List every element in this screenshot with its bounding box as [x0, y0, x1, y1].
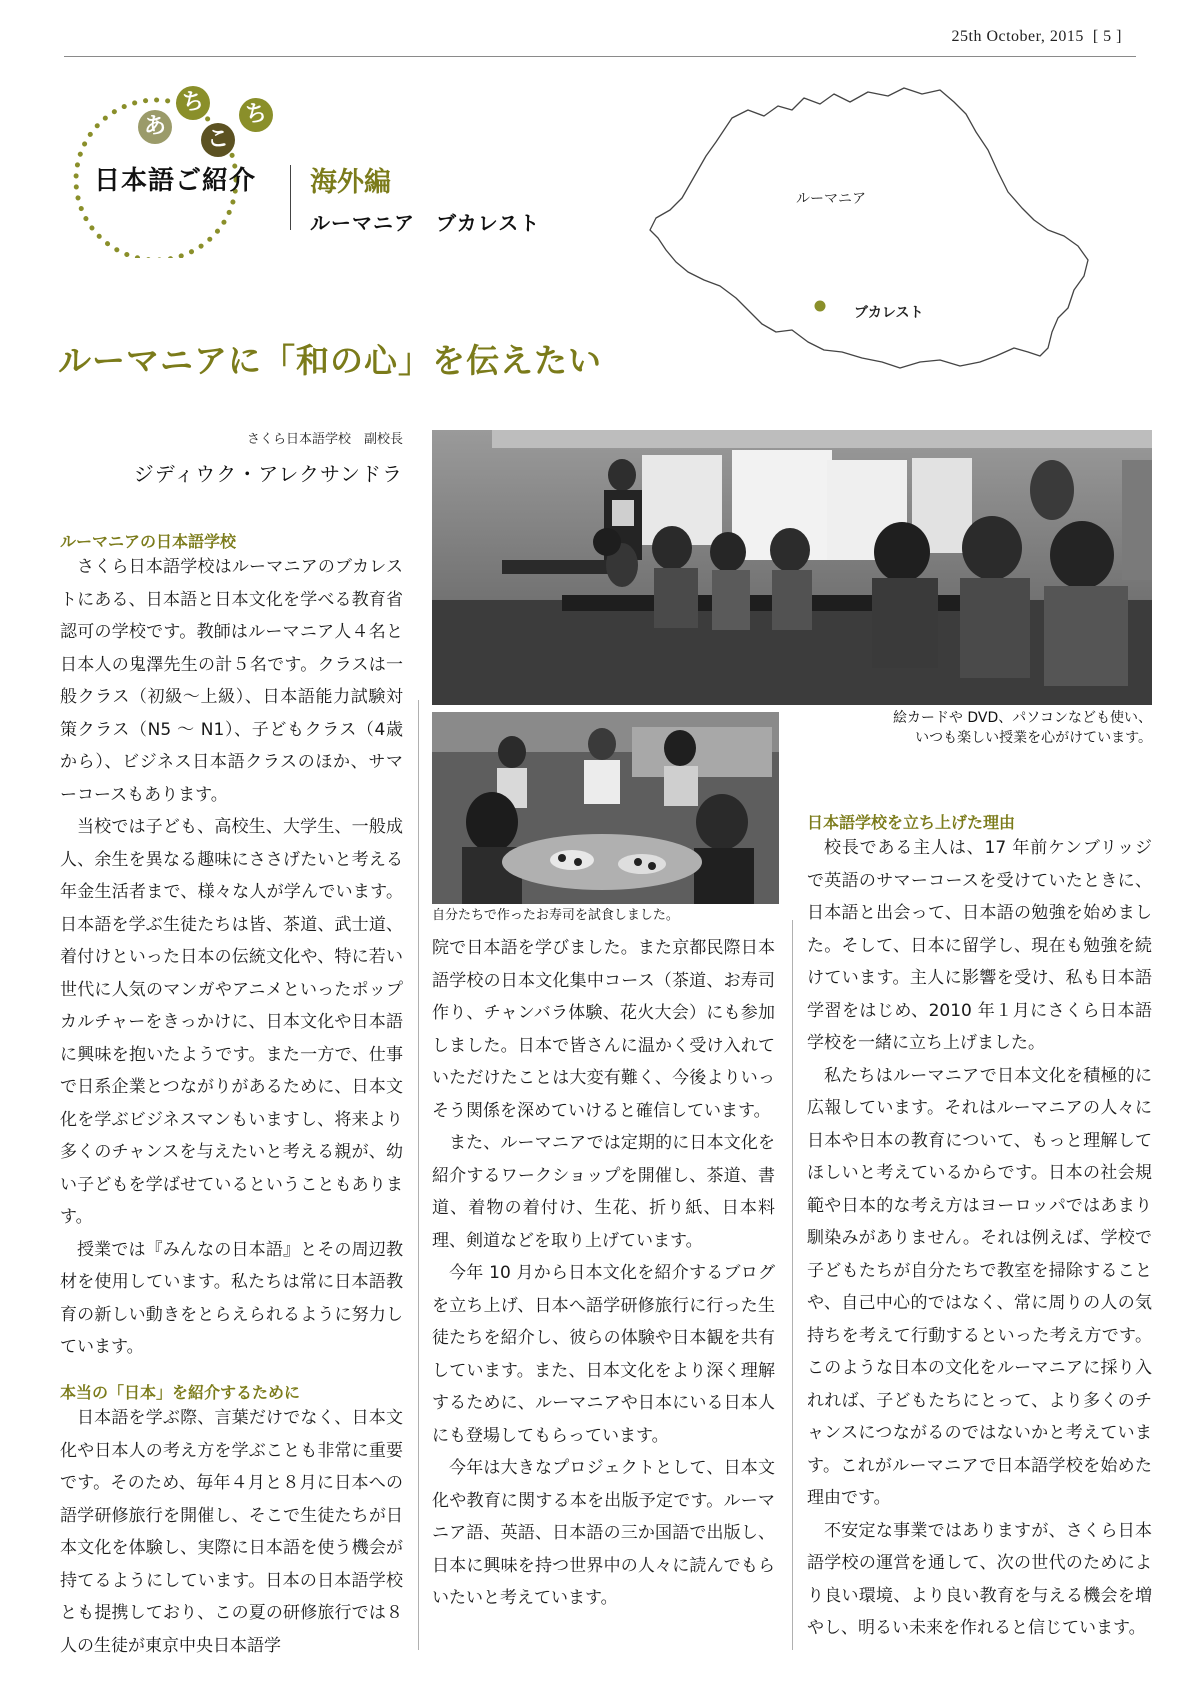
paragraph: 今年 10 月から日本文化を紹介するブログを立ち上げ、日本へ語学研修旅行に行った生徒たちを紹介し、彼らの体験や日本観を共有しています。また、日本文化をより深く理解するために、ルーマニアや日本にいる日本人にも登場してもらっています。 — [432, 1263, 775, 1446]
bubble-chi-2: ち — [239, 98, 273, 132]
section-heading-japan: 本当の「日本」を紹介するために — [60, 1383, 301, 1402]
classroom-caption-line-2: いつも楽しい授業を心がけています。 — [915, 730, 1152, 746]
paragraph: 当校では子ども、高校生、大学生、一般成人、余生を異なる趣味にささげたいと考える年金生活者まで、様々な人が学んでいます。日本語を学ぶ生徒たちは皆、茶道、武士道、着付けといった日本の伝統文化や、特に若い世代に人気のマンガやアニメといったポップカルチャーをきっかけに、日本文化や日本語に興味を抱いたようです。また一方で、仕事で日系企業とつながりがあるために、日本文化を学ぶビジネスマンもいますし、将来より多くのチャンスを与えたいと考える親が、幼い子どもを学ばせているということもあります。 — [60, 817, 403, 1227]
bubble-chi-1: ち — [176, 86, 210, 120]
paragraph: 日本語を学ぶ際、言葉だけでなく、日本文化や日本人の考え方を学ぶことも非常に重要です。そのため、毎年４月と８月に日本への語学研修旅行を開催し、そこで生徒たちが日本文化を体験し、実際に日本語を使う機会が持てるようにしています。日本の日本語学校とも提携しており、この夏の研修旅行では８人の生徒が東京中央日本語学 — [60, 1408, 403, 1656]
paragraph: さくら日本語学校はルーマニアのブカレストにある、日本語と日本文化を学べる教育省認可の学校です。教師はルーマニア人４名と日本人の鬼澤先生の計５名です。クラスは一般クラス（初級〜上級）、日本語能力試験対策クラス（N5 〜 N1）、子どもクラス（4歳から）、ビジネス日本語クラスのほか、サマーコースもあります。 — [60, 557, 403, 805]
column-2 — [432, 932, 775, 1615]
column-1-lower — [60, 1402, 403, 1662]
page-number: [ 5 ] — [1092, 28, 1122, 45]
sushi-photo — [432, 712, 779, 904]
paragraph: また、ルーマニアでは定期的に日本文化を紹介するワークショップを開催し、茶道、書道、着物の着付け、生花、折り紙、日本料理、剣道などを取り上げています。 — [432, 1133, 775, 1251]
section-heading-school: ルーマニアの日本語学校 — [60, 532, 237, 551]
column-3 — [807, 832, 1152, 1645]
sushi-image — [432, 712, 779, 904]
issue-date-line — [952, 28, 1123, 46]
paragraph: 不安定な事業ではありますが、さくら日本語学校の運営を通して、次の世代のためにより良い環境、より良い教育を与える機会を増やし、明るい未来を作れると信じています。 — [807, 1520, 1152, 1638]
paragraph: 今年は大きなプロジェクトとして、日本文化や教育に関する本を出版予定です。ルーマニア語、英語、日本語の三か国語で出版し、日本に興味を持つ世界中の人々に読んでもらいたいと考えています。 — [432, 1458, 775, 1608]
bubble-ko: こ — [201, 123, 235, 157]
paragraph: 授業では『みんなの日本語』とその周辺教材を使用しています。私たちは常に日本語教育の新しい動きをとらえられるように努力しています。 — [60, 1239, 403, 1357]
logo-title: 日本語ご紹介 — [94, 166, 257, 196]
map-country-label: ルーマニア — [796, 191, 866, 207]
header-rule — [64, 56, 1136, 57]
bucharest-marker — [815, 301, 826, 312]
author-affiliation: さくら日本語学校 副校長 — [246, 432, 403, 447]
logo-divider — [290, 165, 291, 230]
sushi-caption: 自分たちで作ったお寿司を試食しました。 — [432, 908, 679, 923]
column-rule-1 — [418, 700, 419, 1650]
column-rule-2 — [792, 920, 793, 1650]
section-location: ルーマニア ブカレスト — [310, 211, 541, 235]
classroom-caption-line-1: 絵カードや DVD、パソコンなども使い、 — [892, 710, 1152, 726]
bubble-a: あ — [138, 110, 172, 144]
column-1-upper — [60, 551, 403, 1364]
section-heading-reason: 日本語学校を立ち上げた理由 — [807, 813, 1016, 832]
paragraph-continued: 院で日本語を学びました。また京都民際日本語学校の日本文化集中コース（茶道、お寿司作り、チャンバラ体験、花火大会）にも参加しました。日本で皆さんに温かく受け入れていただけたことは大変有難く、今後よりいっそう関係を深めていけると確信しています。 — [432, 938, 775, 1121]
map-city-label: ブカレスト — [854, 305, 924, 321]
paragraph: 校長である主人は、17 年前ケンブリッジで英語のサマーコースを受けていたときに、日本語と出会って、日本語の勉強を始めました。そして、日本に留学し、現在も勉強を続けています。主人に影響を受け、私も日本語学習をはじめ、2010 年１月にさくら日本語学校を一緒に立ち上げました。 — [807, 838, 1152, 1053]
article-headline: ルーマニアに「和の心」を伝えたい — [58, 341, 602, 380]
classroom-image — [432, 430, 1152, 705]
author-name: ジディウク・アレクサンドラ — [133, 462, 403, 486]
classroom-caption — [830, 708, 1152, 748]
map-outline — [636, 80, 1106, 390]
romania-map — [636, 80, 1106, 390]
section-label: 海外編 — [310, 167, 391, 198]
issue-date: 25th October, 2015 — [951, 28, 1084, 45]
classroom-photo — [432, 430, 1152, 705]
paragraph: 私たちはルーマニアで日本文化を積極的に広報しています。それはルーマニアの人々に日本や日本の教育について、もっと理解してほしいと考えているからです。日本の社会規範や日本的な考え方はヨーロッパではあまり馴染みがありません。それは例えば、学校で子どもたちが自分たちで教室を掃除することや、自己中心的ではなく、常に周りの人の気持ちを考えて行動するといった考え方です。このような日本の文化をルーマニアに採り入れれば、子どもたちにとって、より多くのチャンスにつながるのではないかと考えています。これがルーマニアで日本語学校を始めた理由です。 — [807, 1065, 1152, 1508]
